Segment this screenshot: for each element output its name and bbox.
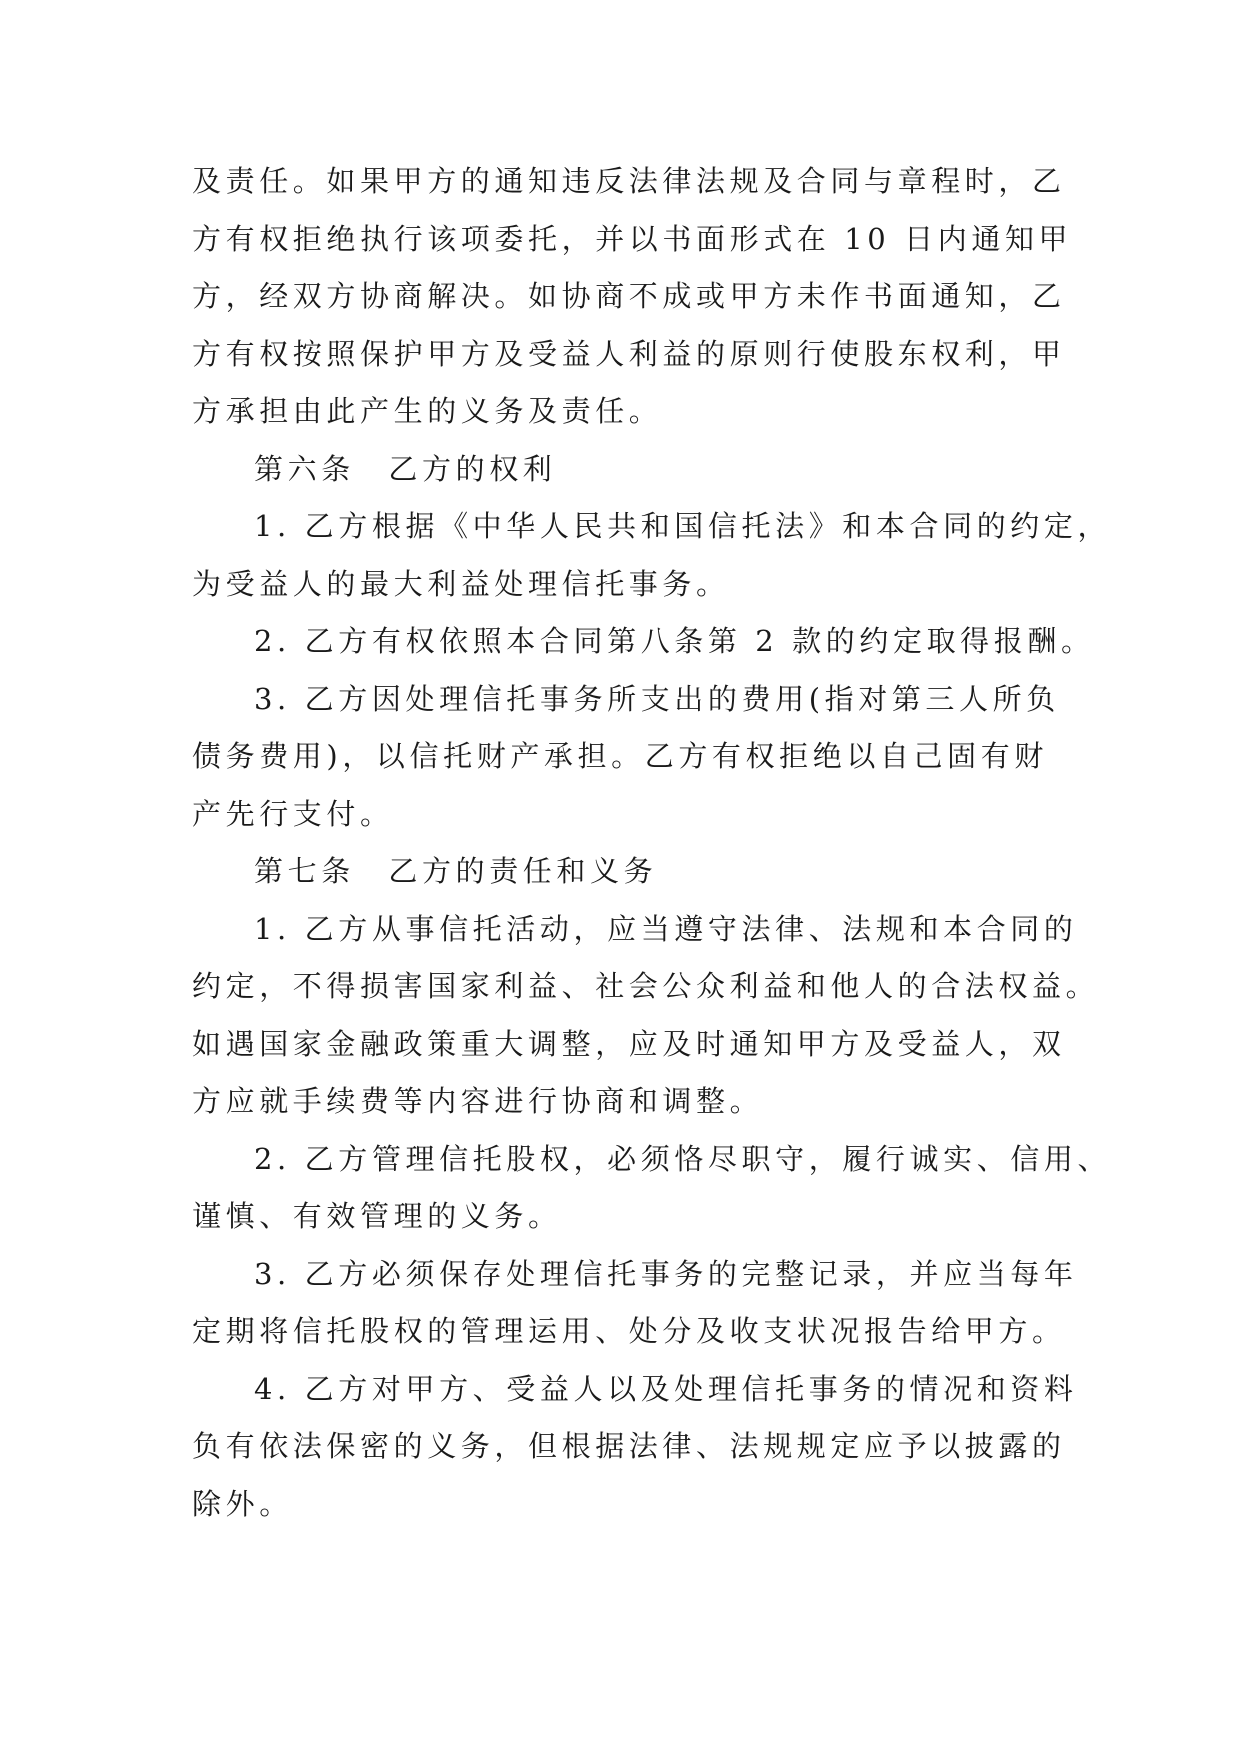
paragraph-line: 3. 乙方因处理信托事务所支出的费用(指对第三人所负: [254, 681, 1060, 716]
article-heading: 第六条 乙方的权利: [254, 451, 557, 486]
paragraph-line: 债务费用)，以信托财产承担。乙方有权拒绝以自己固有财: [192, 739, 1048, 773]
paragraph-line: 如遇国家金融政策重大调整，应及时通知甲方及受益人，双: [192, 1026, 1066, 1061]
paragraph-line: 方有权按照保护甲方及受益人利益的原则行使股东权利，甲: [192, 336, 1066, 371]
paragraph-line: 产先行支付。: [192, 796, 394, 831]
paragraph-line: 方，经双方协商解决。如协商不成或甲方未作书面通知，乙: [192, 279, 1066, 313]
paragraph-line: 方有权拒绝执行该项委托，并以书面形式在 10 日内通知甲: [192, 221, 1073, 256]
paragraph-line: 及责任。如果甲方的通知违反法律法规及合同与章程时，乙: [192, 164, 1066, 198]
paragraph-line: 2. 乙方管理信托股权，必须恪尽职守，履行诚实、信用、: [254, 1141, 1112, 1176]
paragraph-line: 1. 乙方从事信托活动，应当遵守法律、法规和本合同的: [254, 911, 1078, 946]
paragraph-line: 定期将信托股权的管理运用、处分及收支状况报告给甲方。: [192, 1314, 1066, 1348]
paragraph-line: 4. 乙方对甲方、受益人以及处理信托事务的情况和资料: [254, 1371, 1078, 1406]
article-heading: 第七条 乙方的责任和义务: [254, 854, 658, 888]
paragraph-line: 2. 乙方有权依照本合同第八条第 2 款的约定取得报酬。: [254, 624, 1095, 658]
paragraph-line: 为受益人的最大利益处理信托事务。: [192, 566, 730, 601]
paragraph-line: 除外。: [192, 1486, 293, 1521]
paragraph-line: 约定，不得损害国家利益、社会公众利益和他人的合法权益。: [192, 969, 1100, 1003]
paragraph-line: 谨慎、有效管理的义务。: [192, 1199, 562, 1233]
paragraph-line: 负有依法保密的义务，但根据法律、法规规定应予以披露的: [192, 1429, 1066, 1463]
paragraph-line: 3. 乙方必须保存处理信托事务的完整记录，并应当每年: [254, 1256, 1078, 1291]
document-body: [192, 153, 1112, 1533]
paragraph-line: 方应就手续费等内容进行协商和调整。: [192, 1084, 764, 1118]
paragraph-line: 1. 乙方根据《中华人民共和国信托法》和本合同的约定，: [254, 509, 1112, 543]
paragraph-line: 方承担由此产生的义务及责任。: [192, 394, 663, 428]
